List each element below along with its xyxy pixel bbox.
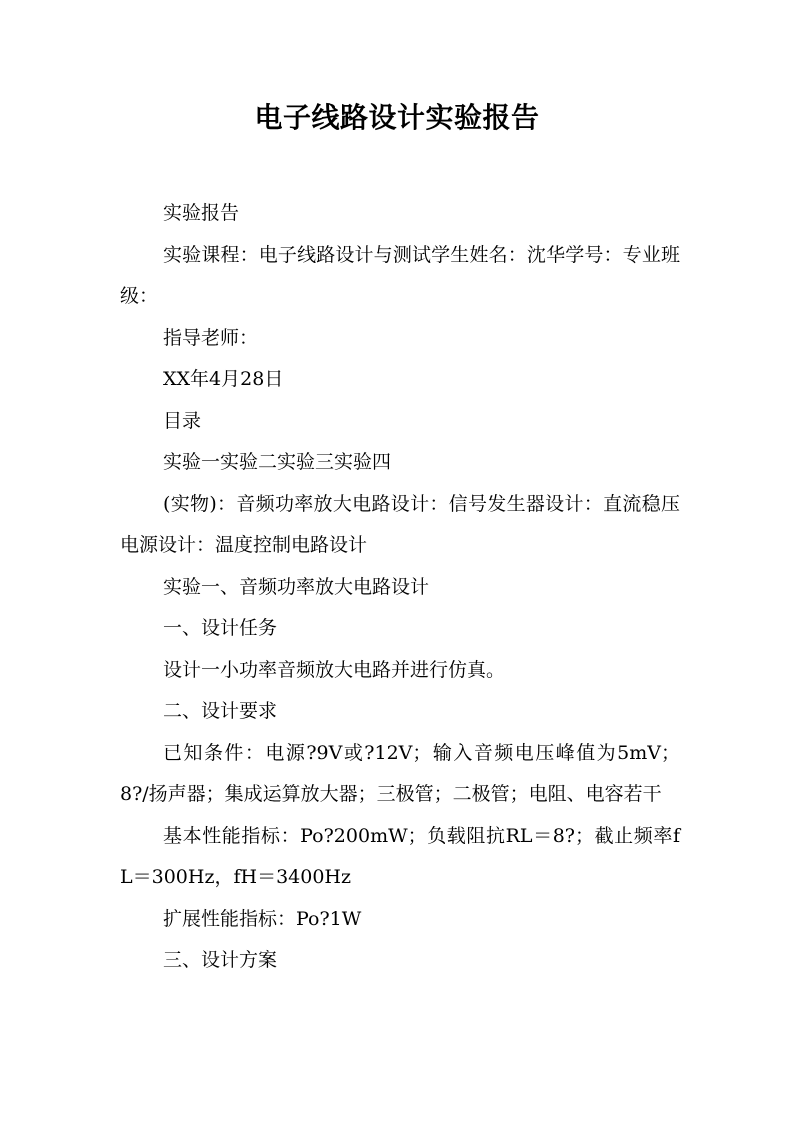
- section-heading-design-plan: 三、设计方案: [163, 949, 278, 971]
- paragraph-basic-performance: 基本性能指标：Po?200mW；负载阻抗RL＝8?；截止频率fL＝300Hz，fH＝3400Hz: [120, 824, 680, 888]
- document-body: [120, 193, 680, 982]
- paragraph-course-info: 实验课程：电子线路设计与测试学生姓名：沈华学号：专业班级：: [120, 243, 680, 307]
- section-heading-experiment-one: 实验一、音频功率放大电路设计: [163, 575, 430, 598]
- document-title: 电子线路设计实验报告: [254, 101, 540, 134]
- paragraph-toc-heading: 目录: [163, 409, 202, 432]
- paragraph-advisor: 指导老师：: [163, 326, 259, 349]
- paragraph-toc-titles: (实物)：音频功率放大电路设计：信号发生器设计：直流稳压电源设计：温度控制电路设计: [120, 492, 680, 556]
- paragraph-design-task: 设计一小功率音频放大电路并进行仿真。: [163, 658, 506, 681]
- paragraph-extended-performance: 扩展性能指标：Po?1W: [163, 907, 362, 930]
- paragraph-known-conditions: 已知条件：电源?9V或?12V；输入音频电压峰值为5mV；8?/扬声器；集成运算放大器；三极管；二极管；电阻、电容若干: [120, 741, 680, 805]
- paragraph-report-label: 实验报告: [163, 202, 240, 224]
- section-heading-design-requirements: 二、设计要求: [163, 700, 278, 722]
- paragraph-toc-experiments: 实验一实验二实验三实验四: [163, 451, 392, 473]
- paragraph-date: XX年4月28日: [163, 368, 284, 390]
- section-heading-design-task: 一、设计任务: [163, 617, 278, 639]
